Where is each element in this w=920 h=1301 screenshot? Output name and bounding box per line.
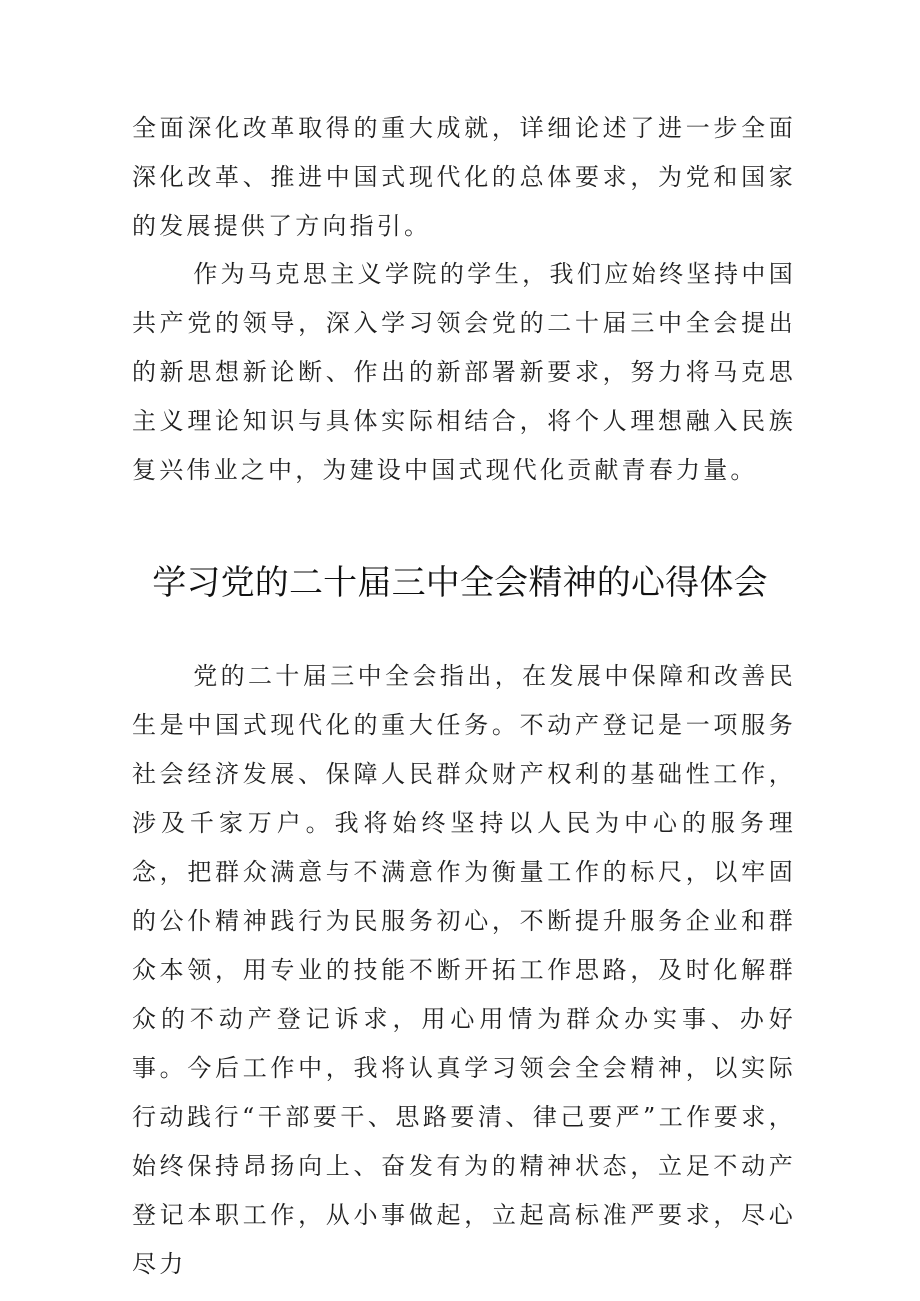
continued-paragraph: 全面深化改革取得的重大成就，详细论述了进一步全面深化改革、推进中国式现代化的总体要求，为党和国家的发展提供了方向指引。 <box>132 114 796 240</box>
continued-paragraph-section <box>132 104 796 251</box>
student-paragraph-section <box>132 250 796 495</box>
experience-paragraph: 党的二十届三中全会指出，在发展中保障和改善民生是中国式现代化的重大任务。不动产登记是一项服务社会经济发展、保障人民群众财产权利的基础性工作，涉及千家万户。我将始终坚持以人民为中心的服务理念，把群众满意与不满意作为衡量工作的标尺，以牢固的公仆精神践行为民服务初心，不断提升服务企业和群众本领，用专业的技能不断开拓工作思路，及时化解群众的不动产登记诉求，用心用情为群众办实事、办好事。今后工作中，我将认真学习领会全会精神，以实际行动践行“干部要干、思路要清、律己要严”工作要求，始终保持昂扬向上、奋发有为的精神状态，立足不动产登记本职工作，从小事做起，立起高标准严要求，尽心尽力 <box>132 662 796 1278</box>
section-title: 学习党的二十届三中全会精神的心得体会 <box>152 563 768 603</box>
student-paragraph: 作为马克思主义学院的学生，我们应始终坚持中国共产党的领导，深入学习领会党的二十届三中全会提出的新思想新论断、作出的新部署新要求，努力将马克思主义理论知识与具体实际相结合，将个人理想融入民族复兴伟业之中，为建设中国式现代化贡献青春力量。 <box>132 260 796 484</box>
experience-paragraph-section <box>132 652 796 1289</box>
